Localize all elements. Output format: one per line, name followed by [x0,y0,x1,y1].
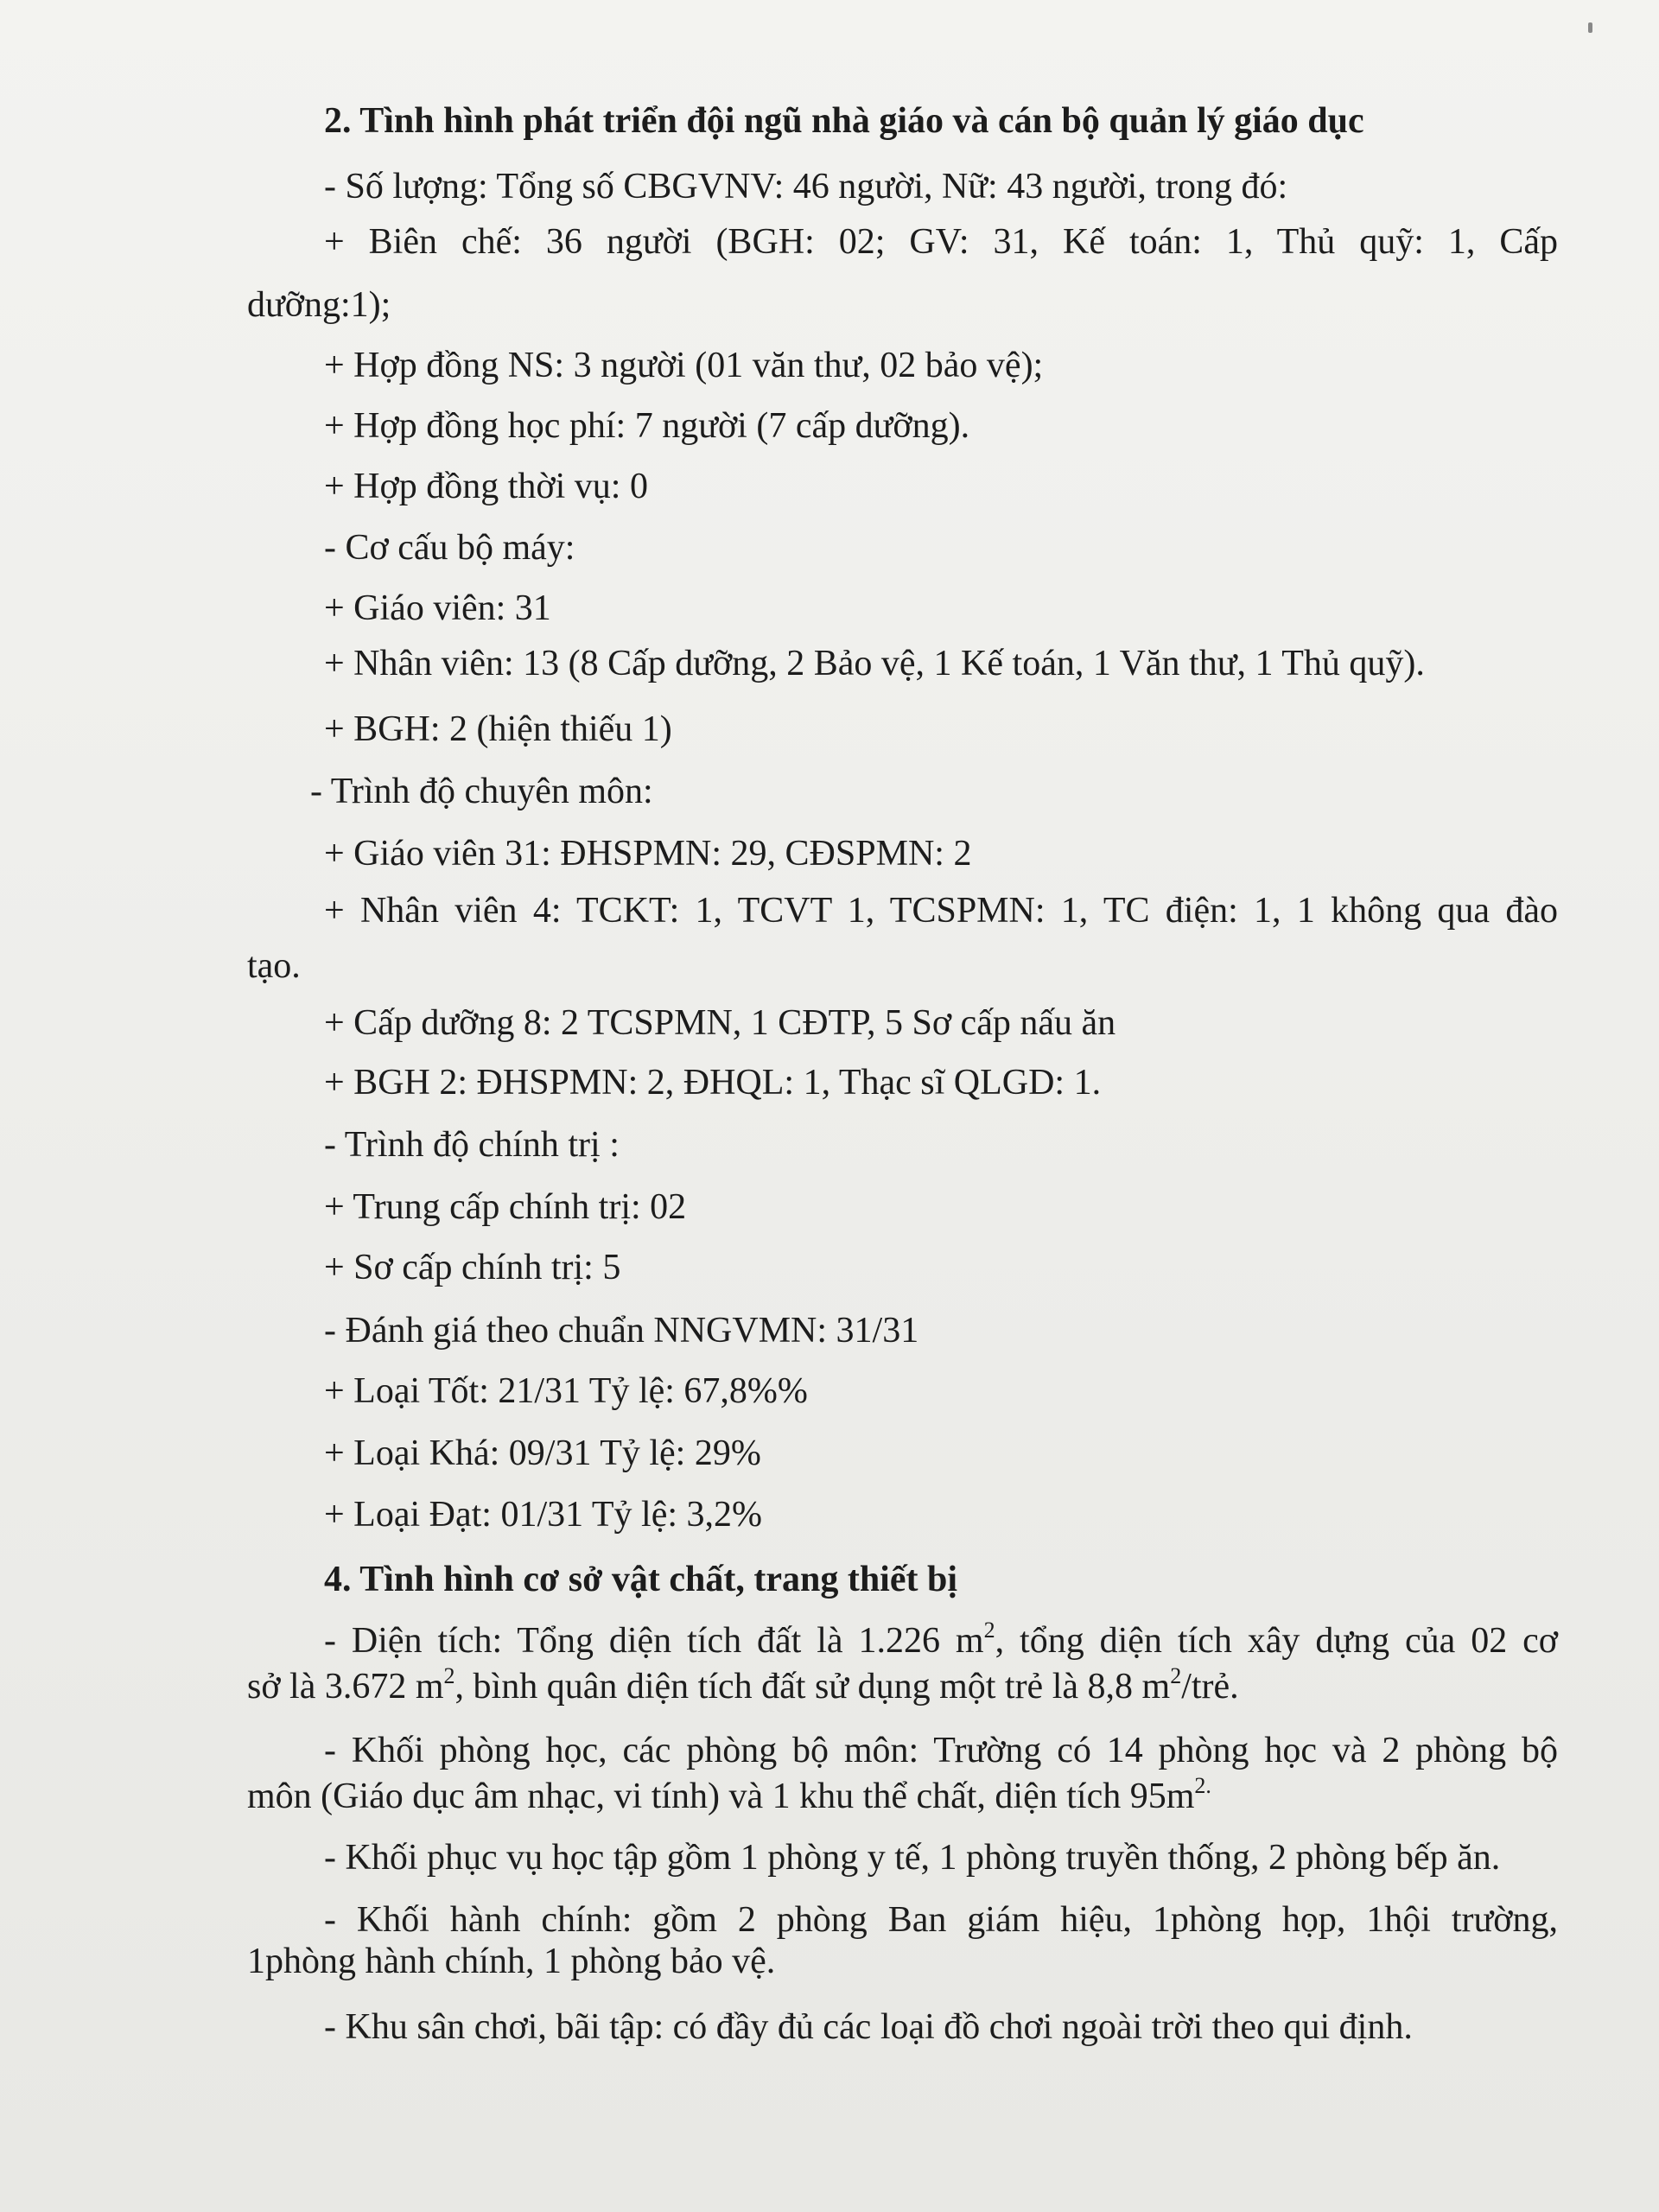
dien-tich-text-2c: /trẻ. [1181,1667,1239,1707]
paragraph-bgh: + BGH: 2 (hiện thiếu 1) [324,709,672,749]
paragraph-khoi-hanh-chinh-line2: 1phòng hành chính, 1 phòng bảo vệ. [247,1942,776,1981]
paragraph-loai-dat: + Loại Đạt: 01/31 Tỷ lệ: 3,2% [324,1495,762,1535]
paragraph-trinh-do-cm: - Trình độ chuyên môn: [310,772,653,811]
paragraph-hop-dong-thoi-vu: + Hợp đồng thời vụ: 0 [324,467,648,506]
dien-tich-text-1a: - Diện tích: Tổng diện tích đất là 1.226 m [324,1621,984,1661]
dien-tich-text-2b: , bình quân diện tích đất sử dụng một trẻ là 8,8 m [454,1667,1171,1707]
paragraph-loai-kha: + Loại Khá: 09/31 Tỷ lệ: 29% [324,1433,761,1473]
paragraph-gv-31: + Giáo viên 31: ĐHSPMN: 29, CĐSPMN: 2 [324,834,972,874]
paragraph-nv-4-line1: + Nhân viên 4: TCKT: 1, TCVT 1, TCSPMN: 1, TC điện: 1, 1 không qua đào [324,891,1558,931]
paragraph-co-cau: - Cơ cấu bộ máy: [324,528,575,568]
paragraph-hop-dong-ns: + Hợp đồng NS: 3 người (01 văn thư, 02 bảo vệ); [324,346,1044,385]
paragraph-khoi-phong-hoc-line1: - Khối phòng học, các phòng bộ môn: Trường có 14 phòng học và 2 phòng bộ [324,1731,1558,1770]
paragraph-bgh-2: + BGH 2: ĐHSPMN: 2, ĐHQL: 1, Thạc sĩ QLGD: 1. [324,1063,1102,1103]
dien-tich-text-2a: sở là 3.672 m [247,1667,444,1707]
paragraph-giao-vien: + Giáo viên: 31 [324,588,551,628]
khoi-phong-hoc-text: môn (Giáo dục âm nhạc, vi tính) và 1 khu thể chất, diện tích 95m [247,1777,1195,1816]
paragraph-dien-tich-line2 [247,1664,1239,1709]
section-2-heading: 2. Tình hình phát triển đội ngũ nhà giáo và cán bộ quản lý giáo dục [324,101,1364,141]
paragraph-cap-duong-8: + Cấp dưỡng 8: 2 TCSPMN, 1 CĐTP, 5 Sơ cấp nấu ăn [324,1003,1116,1043]
paragraph-so-luong: - Số lượng: Tổng số CBGVNV: 46 người, Nữ: 43 người, trong đó: [324,167,1288,207]
paragraph-khoi-phuc-vu: - Khối phục vụ học tập gồm 1 phòng y tế, 1 phòng truyền thống, 2 phòng bếp ăn. [324,1838,1501,1878]
paragraph-bien-che-line2: dưỡng:1); [247,285,391,325]
superscript-2-dot: 2. [1194,1773,1211,1798]
paragraph-loai-tot: + Loại Tốt: 21/31 Tỷ lệ: 67,8%% [324,1371,808,1411]
dien-tich-text-1b: , tổng diện tích xây dựng của 02 cơ [995,1621,1558,1661]
paragraph-trinh-do-ct: - Trình độ chính trị : [324,1125,620,1165]
paragraph-nv-4-line2: tạo. [247,946,301,986]
paragraph-trung-cap-ct: + Trung cấp chính trị: 02 [324,1187,687,1227]
paragraph-khu-san-choi: - Khu sân chơi, bãi tập: có đầy đủ các loại đồ chơi ngoài trời theo qui định. [324,2007,1413,2047]
superscript-2: 2 [983,1618,995,1643]
section-4-heading: 4. Tình hình cơ sở vật chất, trang thiết bị [324,1560,958,1599]
superscript-2: 2 [1170,1663,1182,1688]
superscript-2: 2 [443,1663,455,1688]
paragraph-khoi-phong-hoc-line2 [247,1774,1211,1819]
scan-speck [1588,22,1592,33]
paragraph-so-cap-ct: + Sơ cấp chính trị: 5 [324,1248,621,1287]
paragraph-danh-gia: - Đánh giá theo chuẩn NNGVMN: 31/31 [324,1311,919,1351]
paragraph-khoi-hanh-chinh-line1: - Khối hành chính: gồm 2 phòng Ban giám hiệu, 1phòng họp, 1hội trường, [324,1900,1558,1940]
paragraph-bien-che-line1: + Biên chế: 36 người (BGH: 02; GV: 31, Kế toán: 1, Thủ quỹ: 1, Cấp [324,222,1558,262]
paragraph-nhan-vien: + Nhân viên: 13 (8 Cấp dưỡng, 2 Bảo vệ, 1 Kế toán, 1 Văn thư, 1 Thủ quỹ). [324,644,1425,683]
paragraph-hop-dong-hoc-phi: + Hợp đồng học phí: 7 người (7 cấp dưỡng). [324,406,970,446]
paragraph-dien-tich-line1 [324,1618,1558,1663]
